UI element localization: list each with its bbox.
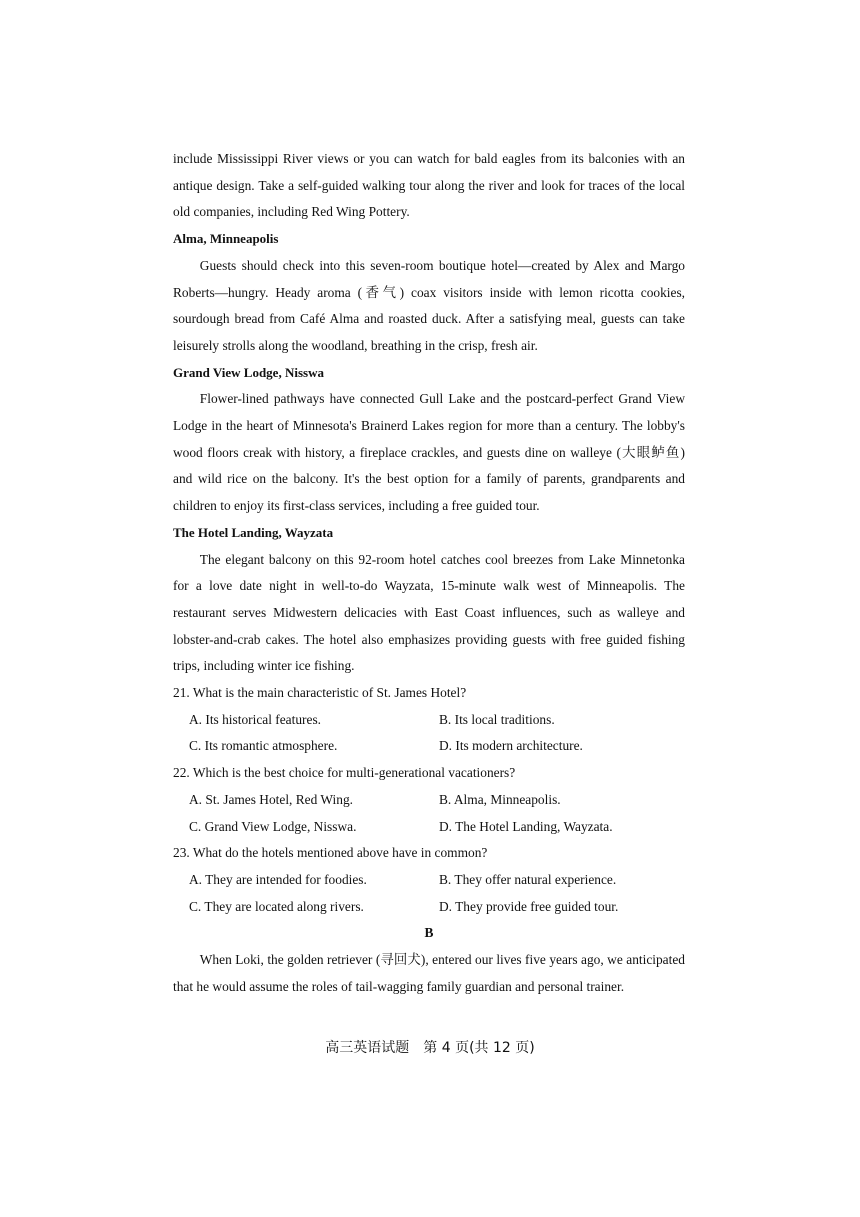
hotel-section-alma (173, 226, 685, 360)
section-b-intro: When Loki, the golden retriever (寻回犬), entered our lives five years ago, we anticipated that he would assume the roles of tail-wagging family guardian and personal trainer. (173, 952, 685, 994)
question-22 (173, 760, 685, 840)
section-b-heading: B (424, 925, 434, 941)
option-b: B. Alma, Minneapolis. (439, 791, 561, 807)
option-a: A. They are intended for foodies. (189, 871, 367, 887)
option-c: C. They are located along rivers. (189, 898, 364, 914)
option-row (173, 707, 685, 734)
question-21 (173, 680, 685, 760)
option-row (173, 867, 685, 894)
option-b: B. Its local traditions. (439, 711, 555, 727)
hotel-section-grand-view (173, 360, 685, 520)
option-c: C. Grand View Lodge, Nisswa. (189, 818, 357, 834)
option-row (173, 814, 685, 841)
option-row (173, 787, 685, 814)
section-heading: Alma, Minneapolis (173, 231, 279, 247)
section-body: Guests should check into this seven-room boutique hotel—created by Alex and Margo Roberts—hungry. Heady aroma (香气) coax visitors inside with lemon ricotta cookies, sourdough bread from Café Alma and roasted duck. After a satisfying meal, guests can take leisurely strolls along the woodland, breathing in the crisp, fresh air. (173, 257, 685, 353)
option-d: D. Its modern architecture. (439, 738, 583, 754)
option-d: D. They provide free guided tour. (439, 898, 619, 914)
section-heading: Grand View Lodge, Nisswa (173, 364, 324, 380)
option-row (173, 733, 685, 760)
option-b: B. They offer natural experience. (439, 871, 617, 887)
section-heading: The Hotel Landing, Wayzata (173, 524, 334, 540)
question-23 (173, 840, 685, 920)
section-body: The elegant balcony on this 92-room hotel catches cool breezes from Lake Minnetonka for a love date night in well-to-do Wayzata, 15-minute walk west of Minneapolis. The restaurant serves Midwestern delicacies with East Coast influences, such as walleye and lobster-and-crab cakes. The hotel also emphasizes providing guests with free guided fishing trips, including winter ice fishing. (173, 551, 685, 674)
question-stem: 21. What is the main characteristic of St. James Hotel? (173, 685, 467, 701)
option-c: C. Its romantic atmosphere. (189, 738, 338, 754)
option-row (173, 894, 685, 921)
option-a: A. St. James Hotel, Red Wing. (189, 791, 353, 807)
option-d: D. The Hotel Landing, Wayzata. (439, 818, 613, 834)
page-content (173, 146, 685, 1001)
question-stem: 22. Which is the best choice for multi-generational vacationers? (173, 765, 516, 781)
option-a: A. Its historical features. (189, 711, 322, 727)
hotel-section-landing (173, 520, 685, 680)
passage-continued: include Mississippi River views or you can watch for bald eagles from its balconies with an antique design. Take a self-guided walking tour along the river and look for traces of the local old companies, including Red Wing Pottery. (173, 151, 685, 220)
section-body: Flower-lined pathways have connected Gull Lake and the postcard-perfect Grand View Lodge in the heart of Minnesota's Brainerd Lakes region for more than a century. The lobby's wood floors creak with history, a fireplace crackles, and guests dine on walleye (大眼鲈鱼) and wild rice on the balcony. It's the best option for a family of parents, grandparents and children to enjoy its first-class services, including a free guided tour. (173, 391, 685, 514)
page-footer: 高三英语试题 第 4 页(共 12 页) (325, 1040, 535, 1056)
question-stem: 23. What do the hotels mentioned above have in common? (173, 845, 488, 861)
